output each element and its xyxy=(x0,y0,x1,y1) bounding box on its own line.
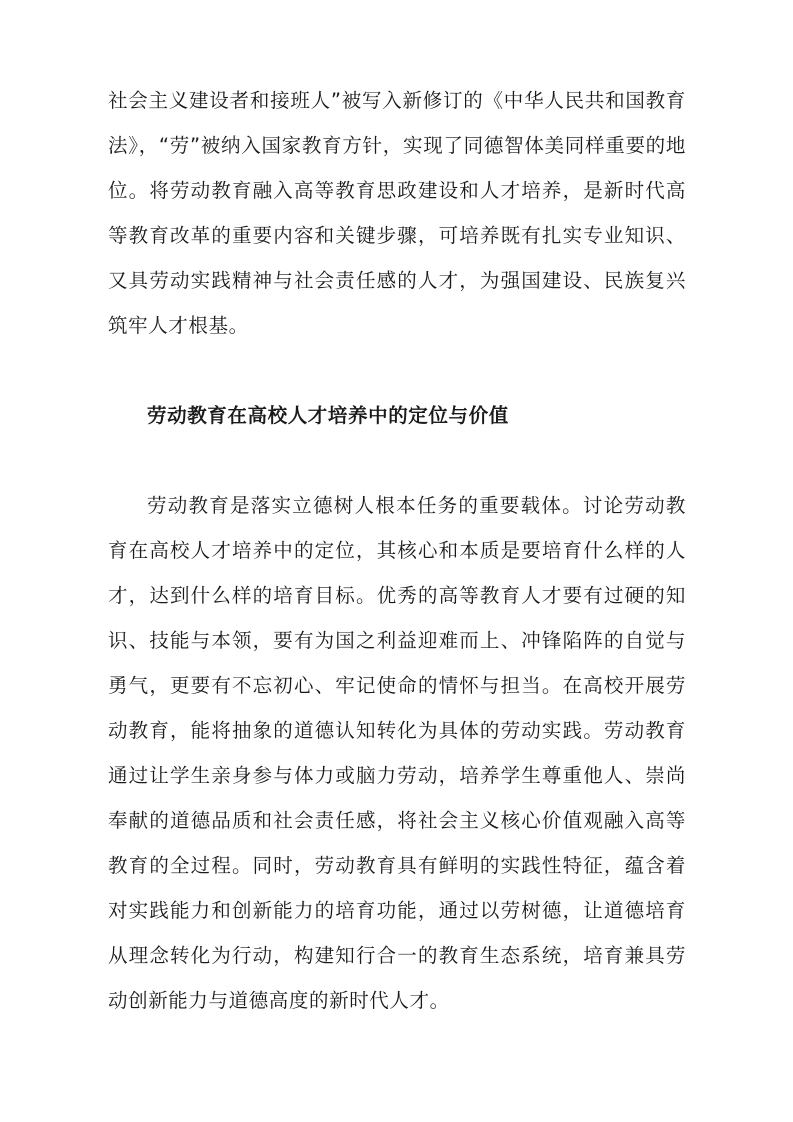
paragraph-2: 劳动教育是落实立德树人根本任务的重要载体。讨论劳动教育在高校人才培养中的定位，其核心和本质是要培育什么样的人才，达到什么样的培育目标。优秀的高等教育人才要有过硬的知识、技能与本领，要有为国之利益迎难而上、冲锋陷阵的自觉与勇气，更要有不忘初心、牢记使命的情怀与担当。在高校开展劳动教育，能将抽象的道德认知转化为具体的劳动实践。劳动教育通过让学生亲身参与体力或脑力劳动，培养学生尊重他人、崇尚奉献的道德品质和社会责任感，将社会主义核心价值观融入高等教育的全过程。同时，劳动教育具有鲜明的实践性特征，蕴含着对实践能力和创新能力的培育功能，通过以劳树德，让道德培育从理念转化为行动，构建知行合一的教育生态系统，培育兼具劳动创新能力与道德高度的新时代人才。 xyxy=(108,494,686,1012)
paragraph-1: 社会主义建设者和接班人”被写入新修订的《中华人民共和国教育法》，“劳”被纳入国家教育方针，实现了同德智体美同样重要的地位。将劳动教育融入高等教育思政建设和人才培养，是新时代高等教育改革的重要内容和关键步骤，可培养既有扎实专业知识、又具劳动实践精神与社会责任感的人才，为强国建设、民族复兴筑牢人才根基。 xyxy=(108,89,686,337)
document-body xyxy=(108,78,686,1023)
paragraph-spacer xyxy=(108,348,686,393)
heading-spacer xyxy=(108,438,686,483)
section-heading: 劳动教育在高校人才培养中的定位与价值 xyxy=(147,404,509,427)
